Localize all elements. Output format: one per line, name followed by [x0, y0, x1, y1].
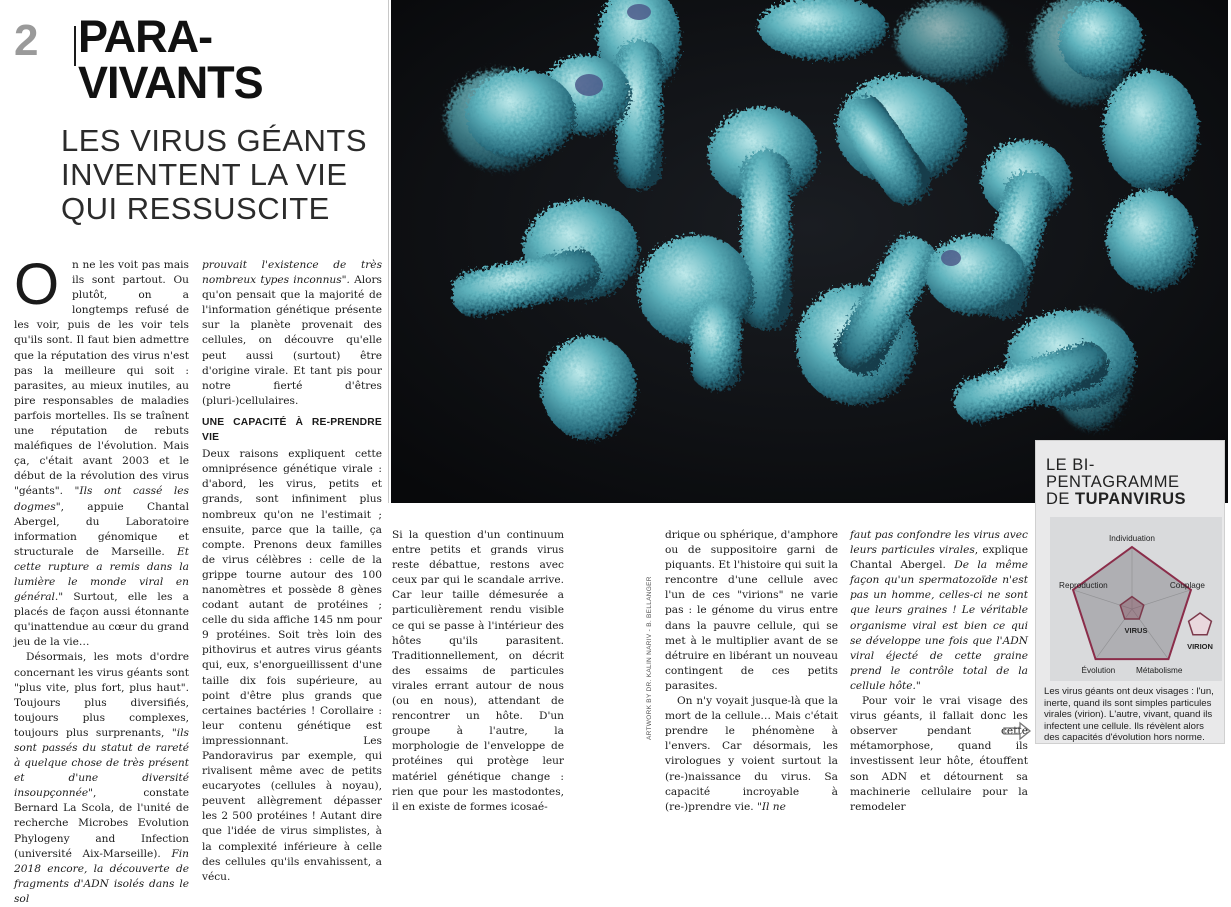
- radar-chart-svg: [1050, 517, 1222, 681]
- radar-series-label: VIRUS: [1124, 626, 1148, 635]
- page-title: PARA- VIVANTS: [78, 11, 263, 108]
- text-run: ": [915, 679, 921, 692]
- photo-credit-text: ARTWORK BY DR. KALIN NARIV - B. BELLANGER: [646, 576, 653, 740]
- article-column-3: [392, 528, 564, 815]
- infographic-title: [1046, 457, 1186, 508]
- column-separator: [388, 0, 389, 503]
- quote-run: Ils ont cassé les dogmes: [14, 485, 189, 513]
- radar-axis-label: Évolution: [1081, 666, 1116, 676]
- radar-series-label: VIRION: [1187, 642, 1213, 651]
- radar-axis-label: Couplage: [1169, 580, 1205, 590]
- quote-run: Fin 2018 encore, la découverte de fragments d'ADN isolés dans le sol: [14, 847, 189, 905]
- section-subhead: UNE CAPACITÉ À RE-PRENDRE VIE: [202, 416, 382, 444]
- paragraph: [14, 650, 189, 907]
- continue-arrow-icon: [1002, 720, 1032, 742]
- article-column-2: [202, 258, 382, 885]
- radar-axis-label: Reproduction: [1059, 580, 1108, 590]
- section-divider: [74, 26, 76, 66]
- text-run: ", appuie Chantal Abergel, du Laboratoire information génomique et structurale de Marseille.: [14, 500, 189, 558]
- quote-run: Il ne: [761, 800, 786, 813]
- text-run: " Surtout, elle les a placés de façon aussi étonnante qu'inattendue au cœur du grand jeu de la vie…: [14, 591, 189, 649]
- article-column-1: [14, 252, 189, 907]
- quote-run: Et cette rupture a remis dans la lumière le monde viral en général.: [14, 545, 189, 604]
- paragraph: drique ou sphérique, d'amphore ou de suppositoire garni de piquants. Et l'histoire qui suit la rencontre d'une cellule avec l'un de ces "virions" ne varie pas : le génome du virus entre dans la pauvre cellule, qui se met à le multiplier avant de se détruire en libérant un nouveau contingent de ces petits parasites.: [665, 529, 838, 692]
- infographic-title-bold: TUPANVIRUS: [1075, 490, 1187, 508]
- paragraph: Deux raisons expliquent cette omniprésence génétique virale : d'abord, les virus, petits et grands, sont infiniment plus nombreux qu'on ne l'estimait ; ensuite, parce que la taille, ça compte. Prenons deux familles de virus célèbres : celle de la grippe tourne autour des 100 nanomètres et possède 8 gènes codant autant de protéines ; celle du sida affiche 145 nm pour 9 protéines. Soit très loin des pithovirus et autres virus géants qui, eux, s'enorgueillissent d'une taille dix fois supérieure, au point d'être plus grands que certaines bactéries ! Corollaire : leur contenu génétique est impressionnant. Les Pandoravirus par exemple, qui rivalisent même avec de petits eucaryotes (cellules à noyau), peuvent allègrement dépasser les 2 500 protéines ! Autant dire que l'idée de virus simplistes, à la complexité inférieure à celle des cellules qu'ils envahissent, a vécu.: [202, 448, 382, 883]
- virus-illustration: [391, 0, 1228, 503]
- infographic-caption: Les virus géants ont deux visages : l'un, inerte, quand ils sont simples particules virales (virion). L'autre, vivant, quand ils infectent une cellule. Ils révèlent alors des capacités d'évolution hors norme.: [1044, 686, 1214, 743]
- text-run: On n'y voyait jusque-là que la mort de la cellule… Mais c'était prendre le phénomène à l'envers. Car désormais, les virologues y voient surtout la (re-)naissance du virus. Sa capacité incroyable à (re-)prendre vie. ": [665, 695, 838, 813]
- text-run: Alors qu'on pensait que la majorité de l'information génétique présente sur la planète provenait des cellules, on découvre qu'elle peut aussi (surtout) être d'origine virale. Et tant pis pour notre fierté d'êtres (pluri-)cellulaires.: [202, 274, 382, 407]
- infographic-title-line: DE: [1046, 490, 1076, 508]
- article-column-5: [850, 528, 1028, 815]
- virion-pentagon: [1189, 613, 1212, 635]
- quote-run: prouvait l'existence de très nombreux types inconnus".: [202, 259, 382, 287]
- infographic-title-line: LE BI-: [1046, 456, 1095, 474]
- section-number: 2: [14, 16, 39, 65]
- title-block: [14, 10, 394, 230]
- paragraph: Si la question d'un continuum entre petits et grands virus reste débattue, restons avec ceux par qui le scandale arrive. Car leur taille démesurée a particulièrement rendu visible ce qui se passe à l'intérieur des hôtes qu'ils parasitent. Traditionnellement, on décrit des essaims de particules virales errant autour de nous (ou en nous), attendant de rencontrer un hôte. D'un groupe à l'autre, la morphologie de l'enveloppe de protéines qui protège leur matériel génétique change : rien que pour les mastodontes, il en existe de formes icosaé-: [392, 529, 564, 813]
- virus-illustration-image: [391, 0, 1228, 503]
- paragraph: [14, 252, 189, 650]
- radar-axis-label: Individuation: [1109, 534, 1155, 543]
- paragraph: [850, 528, 1028, 694]
- infographic-title-line: PENTAGRAMME: [1046, 473, 1180, 491]
- quote-run: De la même façon qu'un spermatozoïde n'est pas un homme, celles-ci ne sont que leurs graines ! Le véritable organisme viral est bien ce qui se développe une fois que l'ADN viral éjecté de cette graine prend le contrôle total de la cellule hôte.: [850, 559, 1028, 692]
- radar-axis-label: Métabolisme: [1136, 666, 1183, 676]
- infographic-box: [1035, 440, 1225, 744]
- text-run: Désormais, les mots d'ordre concernant les virus géants sont "plus vite, plus fort, plus haut". Toujours plus diversifiés, toujours plus complexes, toujours plus surprenants, ": [14, 651, 189, 739]
- quote-run: ils sont passés du statut de rareté à quelque chose de très présent et d'une diversité insoupçonnée: [14, 726, 189, 800]
- text-run: ", constate Bernard La Scola, de l'unité de recherche Microbes Evolution Phylogeny and Infection (université Aix-Marseille).: [14, 787, 189, 860]
- drop-cap: O: [14, 252, 60, 317]
- paragraph: [202, 258, 382, 409]
- text-run: , explique Chantal Abergel.: [850, 544, 1028, 572]
- article-column-4: [665, 528, 838, 815]
- paragraph: [665, 694, 838, 815]
- radar-chart: [1050, 517, 1222, 681]
- paragraph: Pour voir le vrai visage des virus géants, il fallait donc les observer pendant cette métamorphose, quand ils investissent leur hôte, étouffent son ADN et détournent sa machinerie cellulaire pour la remodeler: [850, 695, 1028, 813]
- text-run: n ne les voit pas mais ils sont partout. Ou plutôt, on a longtemps refusé de les voir, puis de les voir tels qu'ils sont. Il faut bien admettre que la réputation des virus n'est pas la meilleure qui soit : parasites, au mieux inutiles, au pire responsables de maladies parfois mortelles. Ils se traînent une réputation de rebuts maléfiques de l'évolution. Mais ça, c'était avant 2003 et le début de la révolution des virus "géants". ": [14, 259, 189, 498]
- quote-run: faut pas confondre les virus avec leurs particules virales: [850, 529, 1028, 557]
- photo-credit: [646, 560, 660, 740]
- page-subtitle: LES VIRUS GÉANTS INVENTENT LA VIE QUI RESSUSCITE: [61, 123, 368, 226]
